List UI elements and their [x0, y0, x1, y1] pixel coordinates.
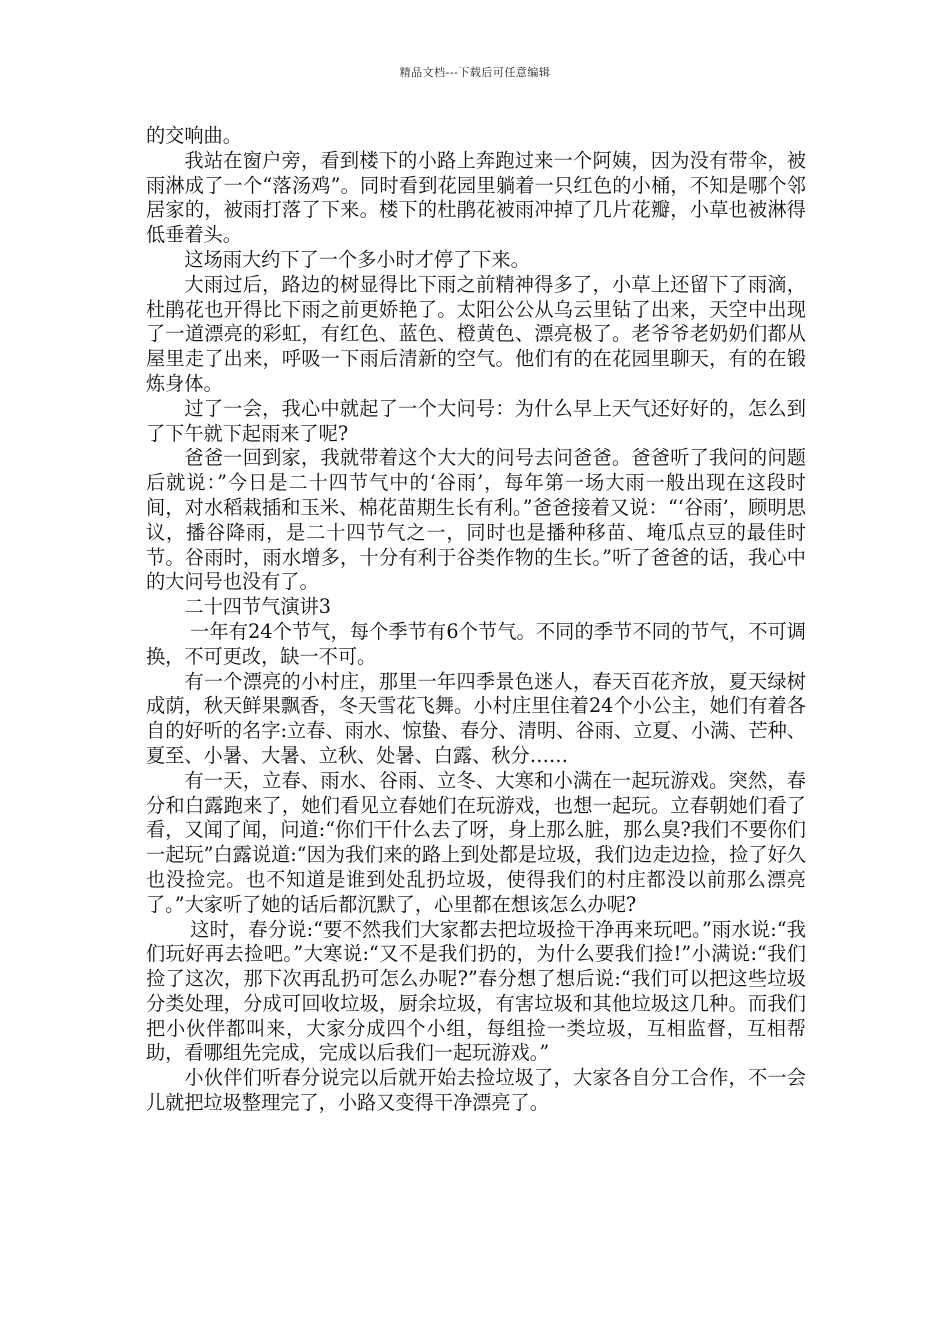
- paragraph-after-rain: 大雨过后，路边的树显得比下雨之前精神得多了，小草上还留下了雨滴，杜鹃花也开得比下雨之前更娇艳了。太阳公公从乌云里钻了出来，天空中出现了一道漂亮的彩虹，有红色、蓝色、橙黄色、漂亮极了。老爷爷老奶奶们都从屋里走了出来，呼吸一下雨后清新的空气。他们有的在花园里聊天，有的在锻炼身体。: [146, 272, 806, 395]
- paragraph-conclusion: 小伙伴们听春分说完以后就开始去捡垃圾了，大家各自分工合作，不一会儿就把垃圾整理完了，小路又变得干净漂亮了。: [146, 1066, 806, 1115]
- paragraph-playing: 有一天，立春、雨水、谷雨、立冬、大寒和小满在一起玩游戏。突然，春分和白露跑来了，她们看见立春她们在玩游戏，也想一起玩。立春朝她们看了看，又闻了闻，问道:“你们干什么去了呀，身上那么脏，那么臭?我们不要你们一起玩”白露说道:“因为我们来的路上到处都是垃圾，我们边走边捡，捡了好久也没捡完。也不知道是谁到处乱扔垃圾，使得我们的村庄都没以前那么漂亮了。”大家听了她的话后都沉默了，心里都在想该怎么办呢?: [146, 768, 806, 916]
- paragraph-window: 我站在窗户旁，看到楼下的小路上奔跑过来一个阿姨，因为没有带伞，被雨淋成了一个“落汤鸡”。同时看到花园里躺着一只红色的小桶，不知是哪个邻居家的，被雨打落了下来。楼下的杜鹃花被雨冲掉了几片花瓣，小草也被淋得低垂着头。: [146, 148, 806, 247]
- paragraph-father-answer: 爸爸一回到家，我就带着这个大大的问号去问爸爸。爸爸听了我问的问题后就说：”今日是二十四节气中的‘谷雨’，每年第一场大雨一般出现在这段时间，对水稻栽插和玉米、棉花苗期生长有利。”爸爸接着又说：“‘谷雨’，顾明思议，播谷降雨，是二十四节气之一，同时也是播种移苗、埯瓜点豆的最佳时节。谷雨时，雨水增多，十分有利于谷类作物的生长。”听了爸爸的话，我心中的大问号也没有了。: [146, 446, 806, 594]
- section-title: 二十四节气演讲3: [184, 595, 331, 619]
- paragraph-24-terms: 一年有24个节气，每个季节有6个节气。不同的季节不同的节气，不可调换，不可更改，缺一不可。: [146, 619, 806, 668]
- paragraph-village: 有一个漂亮的小村庄，那里一年四季景色迷人，春天百花齐放，夏天绿树成荫，秋天鲜果飘香，冬天雪花飞舞。小村庄里住着24个小公主，她们有着各自的好听的名字:立春、雨水、惊蛰、春分、清明、谷雨、立夏、小满、芒种、夏至、小暑、大暑、立秋、处暑、白露、秋分……: [146, 669, 806, 767]
- document-body: [146, 124, 806, 1116]
- paragraph-rain-duration: 这场雨大约下了一个多小时才停了下来。: [184, 247, 530, 271]
- paragraph-question: 过了一会，我心中就起了一个大问号：为什么早上天气还好好的，怎么到了下午就下起雨来了呢?: [146, 396, 806, 445]
- page-header: 精品文档---下载后可任意编辑: [399, 66, 551, 79]
- paragraph-discussion: 这时，春分说:“要不然我们大家都去把垃圾捡干净再来玩吧。”雨水说:“我们玩好再去捡吧。”大寒说:“又不是我们扔的，为什么要我们捡!”小满说:“我们捡了这次，那下次再乱扔可怎么办呢?”春分想了想后说:“我们可以把这些垃圾分类处理，分成可回收垃圾，厨余垃圾，有害垃圾和其他垃圾这几种。而我们把小伙伴都叫来，大家分成四个小组，每组捡一类垃圾，互相监督，互相帮助，看哪组先完成，完成以后我们一起玩游戏。”: [146, 917, 806, 1065]
- paragraph-continuation: 的交响曲。: [146, 124, 242, 147]
